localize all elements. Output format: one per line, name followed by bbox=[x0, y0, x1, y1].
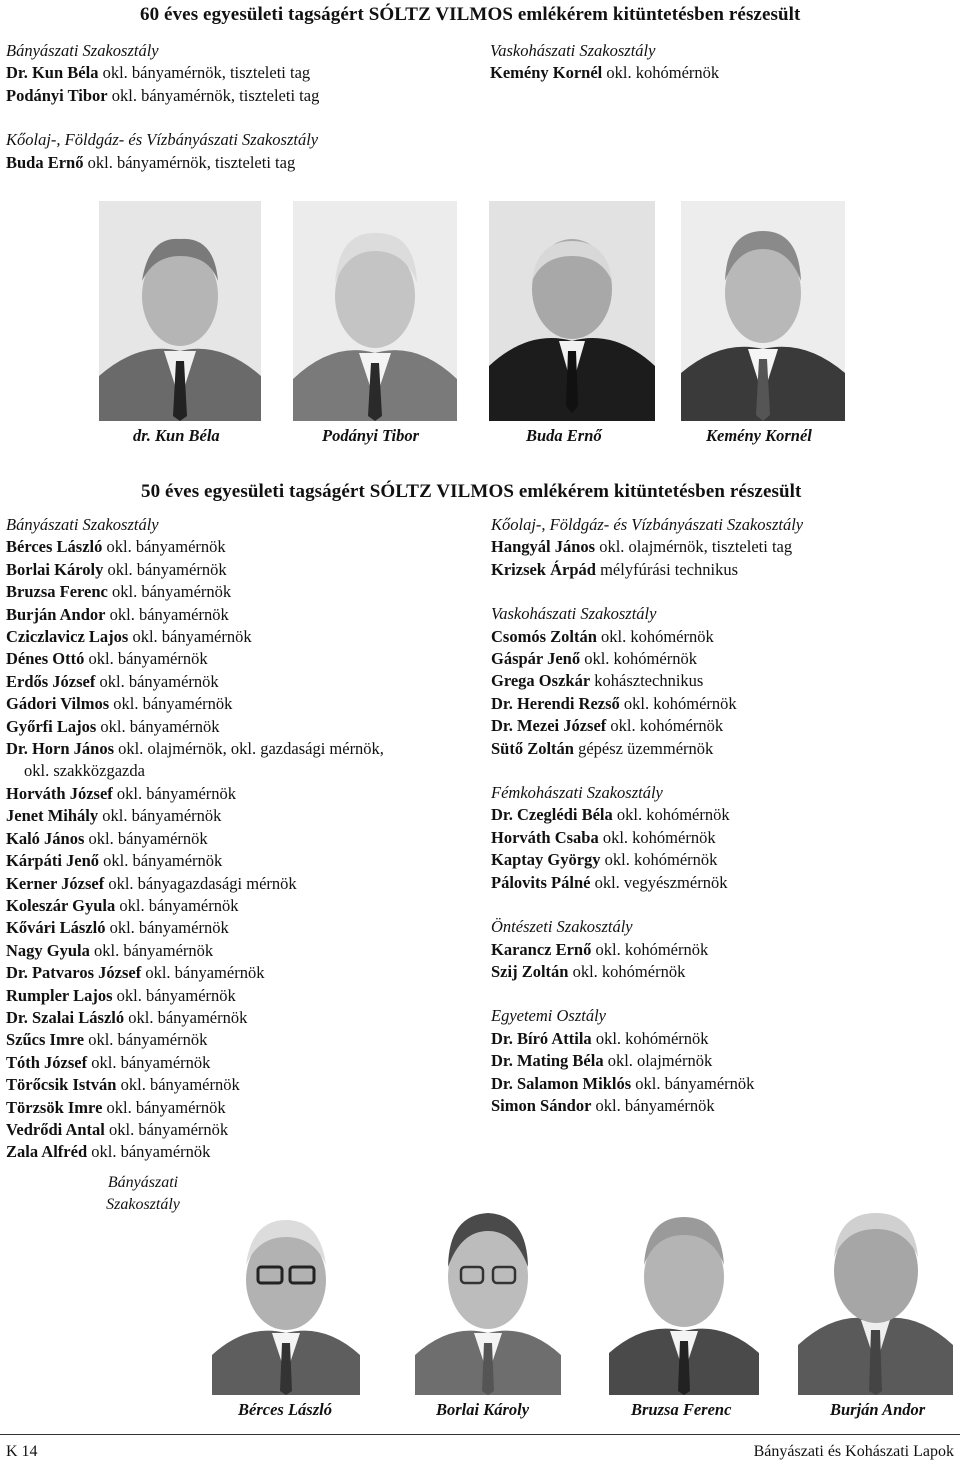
member-name: Cziczlavicz Lajos bbox=[6, 627, 129, 647]
member-entry bbox=[491, 804, 951, 826]
portrait-photo-3 bbox=[489, 201, 655, 421]
member-title: okl. bányamérnök bbox=[112, 985, 236, 1005]
member-title: okl. bányamérnök bbox=[105, 918, 229, 938]
member-title: okl. kohómérnök bbox=[596, 626, 714, 646]
member-name: Dr. Szalai László bbox=[6, 1007, 125, 1027]
member-name: Dr. Salamon Miklós bbox=[491, 1073, 632, 1093]
section-group bbox=[491, 916, 951, 983]
member-name: Kerner József bbox=[6, 873, 105, 893]
portrait-1-image bbox=[99, 201, 261, 421]
member-name: Gáspár Jenő bbox=[491, 649, 581, 669]
member-title: okl. bányamérnök bbox=[631, 1073, 755, 1093]
section-group bbox=[491, 1005, 951, 1117]
member-title: kohásztechnikus bbox=[590, 671, 704, 691]
caption-berces-laszlo: Bérces László bbox=[238, 1400, 332, 1419]
member-entry bbox=[6, 1097, 476, 1119]
member-entry bbox=[6, 940, 476, 962]
member-entry bbox=[6, 581, 476, 603]
member-entry bbox=[6, 738, 476, 783]
section-title: Vaskohászati Szakosztály bbox=[491, 604, 657, 624]
member-title: okl. bányamérnök bbox=[103, 559, 227, 579]
member-name: Szij Zoltán bbox=[491, 961, 569, 981]
member-title: okl. vegyészmérnök bbox=[590, 872, 728, 892]
member-title: okl. bányamérnök bbox=[84, 649, 208, 669]
member-title: okl. bányamérnök, tiszteleti tag bbox=[107, 85, 320, 105]
member-entry bbox=[6, 917, 476, 939]
member-entry bbox=[490, 62, 950, 84]
member-name: Bruzsa Ferenc bbox=[6, 582, 108, 602]
member-title: okl. kohómérnök bbox=[580, 649, 697, 669]
member-entry bbox=[6, 716, 476, 738]
member-name: Buda Ernő bbox=[6, 152, 84, 172]
member-title: okl. bányamérnök bbox=[84, 1030, 208, 1050]
member-entry bbox=[6, 1074, 476, 1096]
member-title: okl. bányamérnök bbox=[87, 1142, 211, 1162]
section-group bbox=[491, 603, 951, 760]
member-entry bbox=[6, 62, 476, 84]
member-title: okl. bányamérnök bbox=[87, 1052, 211, 1072]
portrait-3-image bbox=[489, 201, 655, 421]
member-entry bbox=[491, 849, 951, 871]
member-name: Bérces László bbox=[6, 537, 103, 557]
member-name: Hangyál János bbox=[491, 537, 596, 557]
section-group bbox=[6, 40, 476, 107]
member-name: Csomós Zoltán bbox=[491, 626, 597, 646]
member-name: Dr. Herendi Rezső bbox=[491, 693, 620, 713]
caption-podanyi-tibor: Podányi Tibor bbox=[322, 426, 420, 445]
member-entry bbox=[6, 626, 476, 648]
portrait-5-image bbox=[212, 1195, 360, 1395]
member-name: Burján Andor bbox=[6, 604, 106, 624]
section-title: Egyetemi Osztály bbox=[491, 1006, 607, 1026]
member-title: okl. bányamérnök bbox=[128, 627, 252, 647]
member-entry bbox=[6, 85, 476, 107]
member-title: okl. bányamérnök bbox=[105, 604, 229, 624]
award60-left-list bbox=[6, 40, 476, 174]
section-group bbox=[491, 782, 951, 894]
journal-name: Bányászati és Kohászati Lapok bbox=[753, 1443, 954, 1460]
member-entry bbox=[6, 805, 476, 827]
section-title: Bányászati Szakosztály bbox=[6, 515, 159, 534]
member-entry bbox=[491, 536, 951, 558]
member-title: okl. bányamérnök bbox=[141, 963, 265, 983]
page-number: K 14 bbox=[6, 1443, 38, 1460]
member-title: okl. bányamérnök bbox=[95, 671, 219, 691]
member-name: Grega Oszkár bbox=[491, 671, 591, 691]
member-entry bbox=[6, 152, 476, 174]
member-entry bbox=[6, 648, 476, 670]
member-name: Szűcs Imre bbox=[6, 1030, 85, 1050]
member-entry bbox=[491, 715, 951, 737]
member-name: Győrfi Lajos bbox=[6, 716, 97, 736]
caption-bruzsa-ferenc: Bruzsa Ferenc bbox=[631, 1400, 732, 1419]
member-entry bbox=[6, 536, 476, 558]
member-title: okl. bányamérnök bbox=[84, 828, 208, 848]
member-entry bbox=[6, 895, 476, 917]
member-name: Dr. Mating Béla bbox=[491, 1051, 604, 1071]
member-title: okl. kohómérnök bbox=[602, 63, 720, 83]
member-entry bbox=[6, 604, 476, 626]
member-title: okl. bányamérnök bbox=[98, 806, 222, 826]
member-name: Sütő Zoltán bbox=[491, 738, 574, 758]
member-title: okl. bányamérnök bbox=[107, 582, 232, 602]
member-entry bbox=[491, 626, 951, 648]
award50-left-list bbox=[6, 514, 476, 1164]
section-group bbox=[6, 129, 476, 174]
caption-kun-bela: dr. Kun Béla bbox=[133, 426, 220, 445]
award50-heading: 50 éves egyesületi tagságért SÓLTZ VILMOS emlékérem kitüntetésben részesült bbox=[141, 481, 802, 502]
member-title-continued: okl. szakközgazda bbox=[24, 761, 145, 781]
member-title: okl. bányamérnök, tiszteleti tag bbox=[98, 63, 311, 83]
member-name: Dr. Patvaros József bbox=[6, 963, 142, 983]
member-entry bbox=[491, 1050, 951, 1072]
photo-section-label: Bányászati Szakosztály bbox=[106, 1174, 180, 1213]
footer-rule bbox=[0, 1434, 960, 1435]
member-title: okl. bányamérnök bbox=[102, 537, 226, 557]
member-title: okl. kohómérnök bbox=[612, 805, 730, 825]
award60-heading: 60 éves egyesületi tagságért SÓLTZ VILMOS emlékérem kitüntetésben részesült bbox=[140, 4, 801, 25]
member-name: Gádori Vilmos bbox=[6, 694, 110, 714]
member-name: Dr. Horn János bbox=[6, 739, 115, 759]
member-entry bbox=[6, 1119, 476, 1141]
member-title: okl. olajmérnök, okl. gazdasági mérnök, bbox=[114, 739, 384, 759]
member-name: Kárpáti Jenő bbox=[6, 851, 100, 871]
member-name: Pálovits Pálné bbox=[491, 872, 591, 892]
award60-right-list bbox=[490, 40, 950, 85]
member-title: okl. bányamérnök bbox=[104, 1119, 229, 1139]
portrait-photo-1 bbox=[99, 201, 261, 421]
member-name: Vedrődi Antal bbox=[6, 1119, 105, 1139]
member-name: Erdős József bbox=[6, 671, 96, 691]
member-name: Karancz Ernő bbox=[491, 939, 592, 959]
member-entry bbox=[6, 1029, 476, 1051]
member-title: okl. bányamérnök bbox=[112, 783, 237, 803]
member-name: Simon Sándor bbox=[491, 1095, 592, 1115]
member-name: Podányi Tibor bbox=[6, 85, 108, 105]
member-entry bbox=[6, 559, 476, 581]
section-title: Kőolaj-, Földgáz- és Vízbányászati Szakosztály bbox=[6, 130, 319, 150]
portrait-photo-6 bbox=[415, 1195, 561, 1395]
member-entry bbox=[491, 559, 951, 581]
member-entry bbox=[491, 693, 951, 715]
member-entry bbox=[6, 783, 476, 805]
portrait-6-image bbox=[415, 1195, 561, 1395]
section-group bbox=[6, 514, 476, 1164]
member-name: Rumpler Lajos bbox=[6, 985, 113, 1005]
member-name: Törzsök Imre bbox=[6, 1097, 103, 1117]
member-title: okl. bányagazdasági mérnök bbox=[104, 873, 297, 893]
portrait-2-image bbox=[293, 201, 457, 421]
section-group bbox=[490, 40, 950, 85]
member-name: Kaptay György bbox=[491, 850, 601, 870]
member-entry bbox=[491, 827, 951, 849]
member-name: Dr. Mezei József bbox=[491, 716, 607, 736]
member-entry bbox=[491, 648, 951, 670]
member-title: okl. bányamérnök bbox=[99, 851, 223, 871]
member-title: okl. kohómérnök bbox=[606, 716, 724, 736]
member-entry bbox=[6, 962, 476, 984]
caption-buda-erno: Buda Ernő bbox=[526, 426, 602, 445]
member-entry bbox=[6, 873, 476, 895]
member-name: Horváth Csaba bbox=[491, 827, 599, 847]
member-title: okl. kohómérnök bbox=[619, 693, 737, 713]
member-entry bbox=[491, 738, 951, 760]
member-name: Dr. Czeglédi Béla bbox=[491, 805, 613, 825]
member-title: okl. olajmérnök bbox=[603, 1051, 713, 1071]
member-title: okl. bányamérnök bbox=[115, 895, 239, 915]
member-title: okl. olajmérnök, tiszteleti tag bbox=[595, 537, 793, 557]
portrait-8-image bbox=[798, 1195, 953, 1395]
member-entry bbox=[491, 1028, 951, 1050]
member-entry bbox=[6, 985, 476, 1007]
member-entry bbox=[491, 1073, 951, 1095]
section-title: Fémkohászati Szakosztály bbox=[491, 783, 663, 803]
member-title: okl. kohómérnök bbox=[591, 939, 709, 959]
portrait-photo-5 bbox=[212, 1195, 360, 1395]
portrait-photo-8 bbox=[798, 1195, 953, 1395]
member-title: okl. bányamérnök bbox=[109, 694, 233, 714]
member-name: Dénes Ottó bbox=[6, 649, 85, 669]
member-name: Dr. Bíró Attila bbox=[491, 1028, 592, 1048]
member-entry bbox=[491, 939, 951, 961]
member-entry bbox=[491, 961, 951, 983]
member-title: mélyfúrási technikus bbox=[595, 559, 739, 579]
member-entry bbox=[6, 1052, 476, 1074]
member-entry bbox=[6, 828, 476, 850]
section-title: Öntészeti Szakosztály bbox=[491, 917, 633, 937]
caption-kemeny-kornel: Kemény Kornél bbox=[706, 426, 812, 445]
member-entry bbox=[6, 671, 476, 693]
caption-burjan-andor: Burján Andor bbox=[830, 1400, 926, 1419]
member-name: Kővári László bbox=[6, 918, 106, 938]
member-title: okl. bányamérnök bbox=[124, 1007, 248, 1027]
section-title: Kőolaj-, Földgáz- és Vízbányászati Szakosztály bbox=[491, 515, 804, 534]
member-entry bbox=[6, 850, 476, 872]
member-name: Tóth József bbox=[6, 1052, 88, 1072]
member-title: gépész üzemmérnök bbox=[573, 738, 714, 758]
member-name: Kaló János bbox=[6, 828, 85, 848]
member-title: okl. kohómérnök bbox=[591, 1028, 709, 1048]
member-name: Horváth József bbox=[6, 783, 113, 803]
award50-right-list bbox=[491, 514, 951, 1117]
member-name: Törőcsik István bbox=[6, 1075, 117, 1095]
member-title: okl. bányamérnök bbox=[116, 1075, 240, 1095]
portrait-photo-7 bbox=[609, 1195, 759, 1395]
member-name: Krizsek Árpád bbox=[491, 559, 596, 579]
member-name: Borlai Károly bbox=[6, 559, 104, 579]
member-entry bbox=[6, 1141, 476, 1163]
member-title: okl. bányamérnök bbox=[102, 1097, 226, 1117]
portrait-4-image bbox=[681, 201, 845, 421]
member-title: okl. bányamérnök, tiszteleti tag bbox=[83, 152, 296, 172]
member-title: okl. bányamérnök bbox=[96, 716, 220, 736]
portrait-photo-2 bbox=[293, 201, 457, 421]
member-title: okl. kohómérnök bbox=[568, 961, 686, 981]
member-name: Koleszár Gyula bbox=[6, 895, 116, 915]
member-name: Kemény Kornél bbox=[490, 63, 603, 83]
portrait-photo-4 bbox=[681, 201, 845, 421]
member-name: Zala Alfréd bbox=[6, 1142, 88, 1162]
section-title: Vaskohászati Szakosztály bbox=[490, 41, 656, 60]
member-entry bbox=[6, 693, 476, 715]
member-title: okl. bányamérnök bbox=[591, 1095, 715, 1115]
member-title: okl. kohómérnök bbox=[600, 850, 718, 870]
section-title: Bányászati Szakosztály bbox=[6, 41, 159, 60]
member-entry bbox=[491, 670, 951, 692]
section-group bbox=[491, 514, 951, 581]
member-entry bbox=[491, 1095, 951, 1117]
portrait-7-image bbox=[609, 1195, 759, 1395]
member-name: Jenet Mihály bbox=[6, 806, 99, 826]
member-name: Dr. Kun Béla bbox=[6, 63, 99, 83]
member-name: Nagy Gyula bbox=[6, 940, 90, 960]
member-entry bbox=[6, 1007, 476, 1029]
caption-borlai-karoly: Borlai Károly bbox=[436, 1400, 530, 1419]
member-title: okl. kohómérnök bbox=[598, 827, 716, 847]
member-title: okl. bányamérnök bbox=[89, 940, 214, 960]
member-entry bbox=[491, 872, 951, 894]
